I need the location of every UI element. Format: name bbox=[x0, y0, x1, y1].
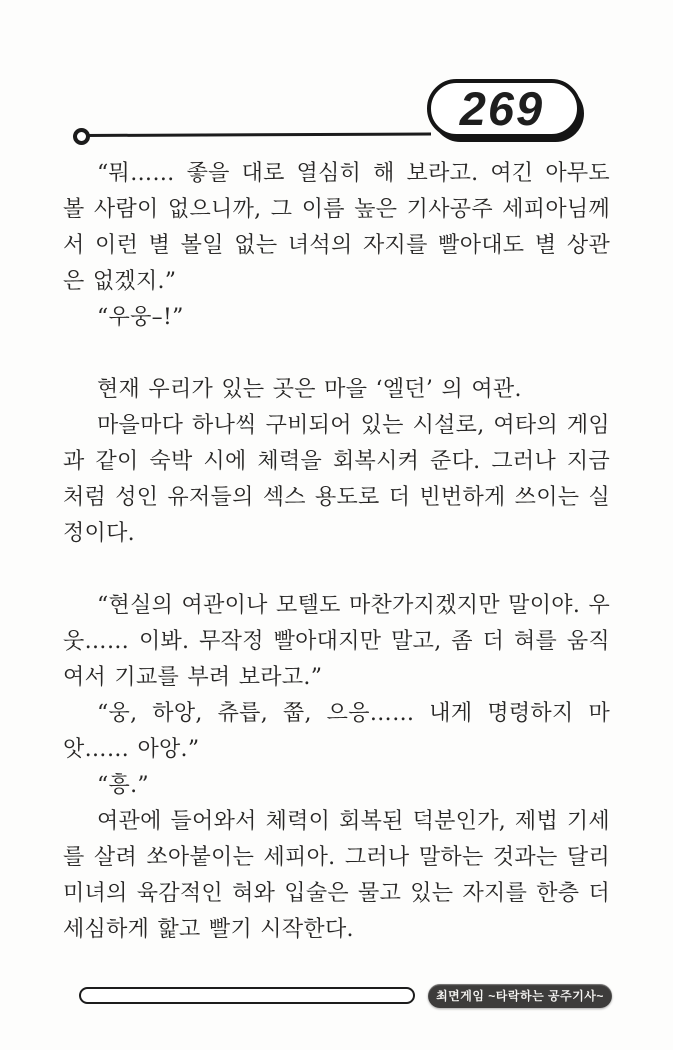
paragraph-narration: 현재 우리가 있는 곳은 마을 ‘엘던’ 의 여관. bbox=[97, 377, 522, 402]
paragraph-spacer bbox=[63, 552, 610, 588]
series-title-badge bbox=[428, 984, 612, 1008]
paragraph-narration: 마을마다 하나씩 구비되어 있는 시설로, 여타의 게임과 같이 숙박 시에 체력을 회복시켜 준다. 그러나 지금처럼 성인 유저들의 섹스 용도로 더 빈번하게 쓰이는 실정이다. bbox=[63, 413, 610, 546]
header-rule bbox=[85, 132, 431, 137]
paragraph-spacer bbox=[63, 336, 610, 372]
footer-rule-capsule bbox=[79, 987, 415, 1004]
paragraph-dialogue: “흥.” bbox=[97, 773, 149, 798]
page-number-badge bbox=[427, 79, 581, 138]
paragraph-dialogue: “뭐…… 좋을 대로 열심히 해 보라고. 여긴 아무도 볼 사람이 없으니까, 그 이름 높은 기사공주 세피아님께서 이런 별 볼일 없는 녀석의 자지를 빨아대도 별 상관은 없겠지.” bbox=[63, 161, 610, 294]
paragraph-dialogue: “우웅–!” bbox=[97, 305, 184, 330]
paragraph-narration: 여관에 들어와서 체력이 회복된 덕분인가, 제법 기세를 살려 쏘아붙이는 세피아. 그러나 말하는 것과는 달리 미녀의 육감적인 혀와 입술은 물고 있는 자지를 한층 더 세심하게 핥고 빨기 시작한다. bbox=[63, 809, 610, 942]
body-text-column bbox=[63, 156, 610, 948]
series-title: 최면게임 ~타락하는 공주기사~ bbox=[436, 989, 604, 1003]
paragraph-dialogue: “현실의 여관이나 모텔도 마찬가지겠지만 말이야. 우웃…… 이봐. 무작정 빨아대지만 말고, 좀 더 혀를 움직여서 기교를 부려 보라고.” bbox=[63, 593, 610, 690]
rule-end-circle-icon bbox=[73, 128, 90, 145]
paragraph-dialogue: “웅, 하앙, 츄릅, 쭙, 으응…… 내게 명령하지 마앗…… 아앙.” bbox=[63, 701, 610, 762]
page-number: 269 bbox=[459, 82, 545, 135]
